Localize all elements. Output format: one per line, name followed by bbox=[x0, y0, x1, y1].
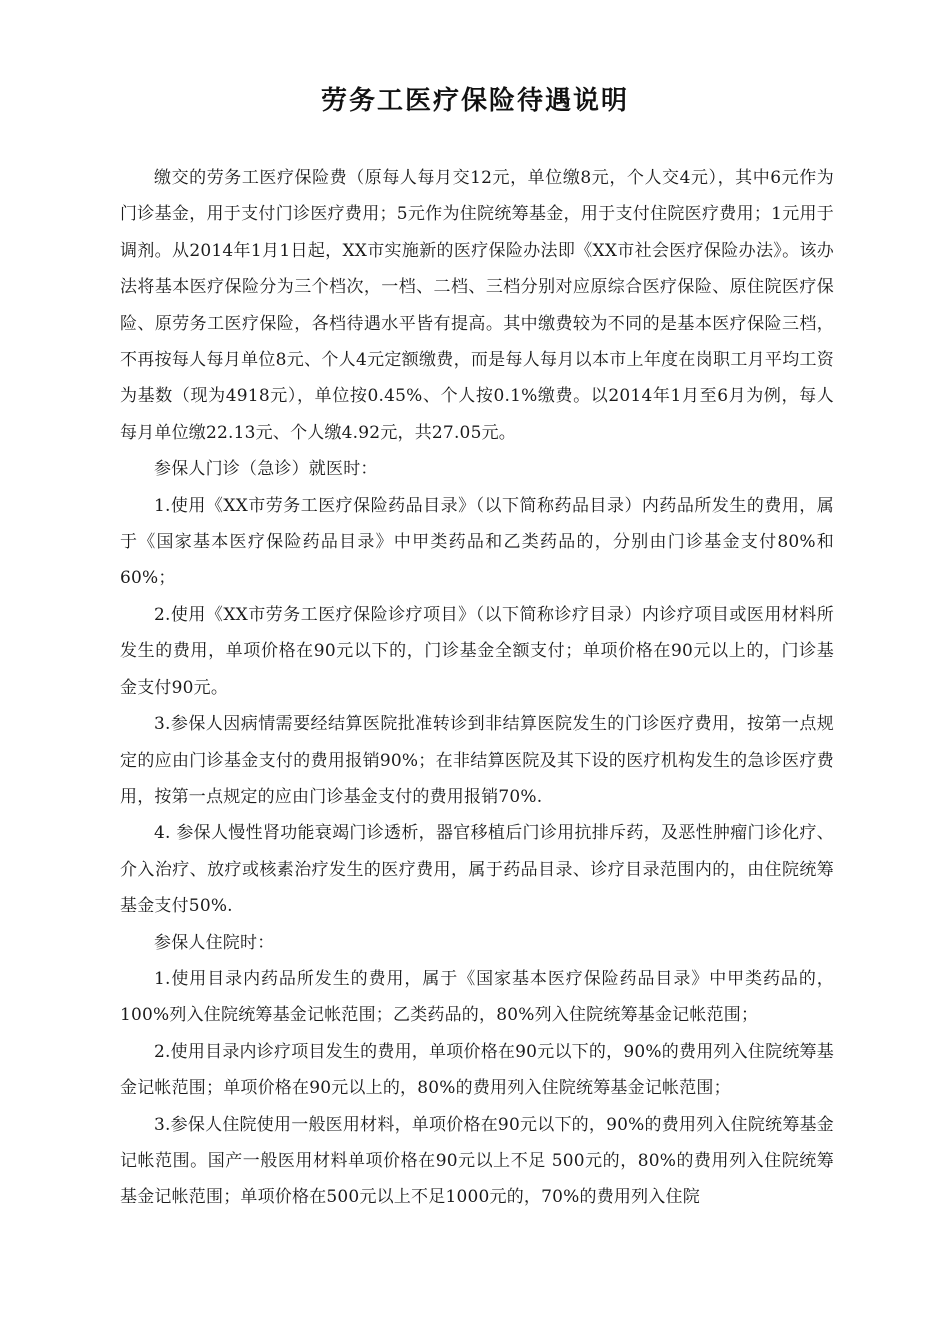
section-heading-inpatient: 参保人住院时： bbox=[154, 932, 275, 953]
paragraph-outpatient-2: 2.使用《XX市劳务工医疗保险诊疗项目》（以下简称诊疗目录）内诊疗项目或医用材料所发生的费用，单项价格在90元以下的，门诊基金全额支付；单项价格在90元以上的，门诊基金支付90元。 bbox=[120, 604, 834, 698]
paragraph-inpatient-2: 2.使用目录内诊疗项目发生的费用，单项价格在90元以下的，90%的费用列入住院统筹基金记帐范围；单项价格在90元以上的，80%的费用列入住院统筹基金记帐范围； bbox=[120, 1041, 834, 1099]
paragraph-inpatient-1: 1.使用目录内药品所发生的费用，属于《国家基本医疗保险药品目录》中甲类药品的，100%列入住院统筹基金记帐范围；乙类药品的，80%列入住院统筹基金记帐范围； bbox=[120, 968, 834, 1026]
document-body bbox=[120, 160, 834, 1216]
page-title: 劳务工医疗保险待遇说明 bbox=[320, 86, 629, 116]
paragraph-outpatient-4: 4. 参保人慢性肾功能衰竭门诊透析，器官移植后门诊用抗排斥药，及恶性肿瘤门诊化疗、介入治疗、放疗或核素治疗发生的医疗费用，属于药品目录、诊疗目录范围内的，由住院统筹基金支付50%. bbox=[120, 823, 834, 917]
section-heading-outpatient: 参保人门诊（急诊）就医时： bbox=[154, 459, 378, 480]
paragraph-inpatient-3: 3.参保人住院使用一般医用材料，单项价格在90元以下的，90%的费用列入住院统筹基金记帐范围。国产一般医用材料单项价格在90元以上不足 500元的，80%的费用列入住院统筹基金记帐范围；单项价格在500元以上不足1000元的，70%的费用列入住院 bbox=[120, 1114, 834, 1208]
paragraph-outpatient-3: 3.参保人因病情需要经结算医院批准转诊到非结算医院发生的门诊医疗费用，按第一点规定的应由门诊基金支付的费用报销90%；在非结算医院及其下设的医疗机构发生的急诊医疗费用，按第一点规定的应由门诊基金支付的费用报销70%. bbox=[120, 714, 834, 807]
paragraph-outpatient-1: 1.使用《XX市劳务工医疗保险药品目录》（以下简称药品目录）内药品所发生的费用，属于《国家基本医疗保险药品目录》中甲类药品和乙类药品的，分别由门诊基金支付80%和60%； bbox=[120, 495, 834, 589]
paragraph-intro: 缴交的劳务工医疗保险费（原每人每月交12元，单位缴8元，个人交4元），其中6元作为门诊基金，用于支付门诊医疗费用；5元作为住院统筹基金，用于支付住院医疗费用；1元用于调剂。从2014年1月1日起，XX市实施新的医疗保险办法即《XX市社会医疗保险办法》。该办法将基本医疗保险分为三个档次，一档、二档、三档分别对应原综合医疗保险、原住院医疗保险、原劳务工医疗保险，各档待遇水平皆有提高。其中缴费较为不同的是基本医疗保险三档，不再按每人每月单位8元、个人4元定额缴费，而是每人每月以本市上年度在岗职工月平均工资为基数（现为4918元），单位按0.45%、个人按0.1%缴费。以2014年1月至6月为例，每人每月单位缴22.13元、个人缴4.92元，共27.05元。 bbox=[120, 168, 834, 443]
